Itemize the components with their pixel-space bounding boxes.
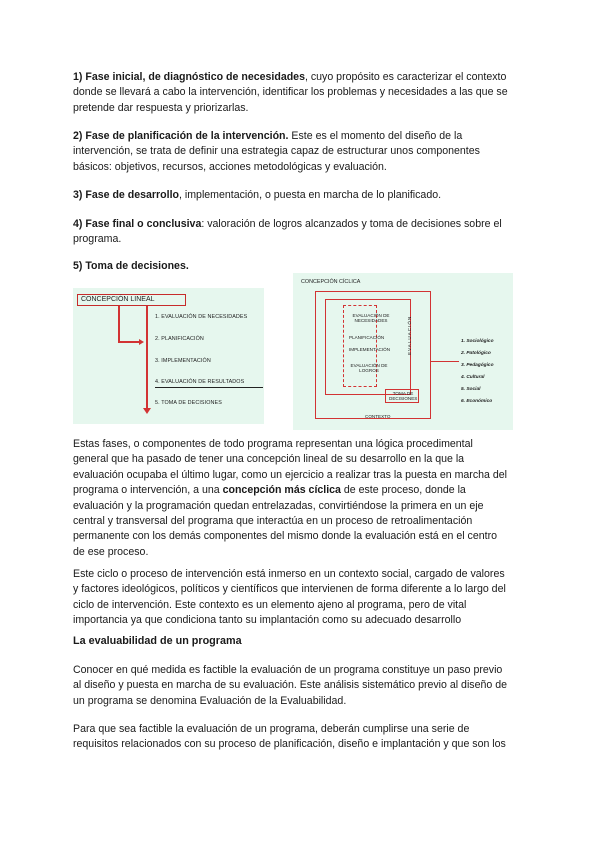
paragraph-text: y factores ideológicos, políticos y científicos que intervienen de forma diferente a lo largo del: [73, 583, 506, 596]
paragraph-text: al diseño y puesta en marcha de su evaluación. Este análisis sistemático previo al diseño de: [73, 679, 508, 692]
paragraph-text: central y transversal del programa que interactúa en un proceso de retroalimentación: [73, 515, 473, 528]
section-heading-evaluabilidad: [73, 634, 527, 649]
context-label: CONTEXTO: [365, 414, 391, 419]
paragraph-text: Este ciclo o proceso de intervención está inmerso en un contexto social, cargado de valores: [73, 568, 505, 580]
step-implementacion: 3. IMPLEMENTACIÓN: [155, 358, 211, 364]
toma-decisiones-label: TOMA DE DECISIONES: [389, 391, 418, 401]
fase-inicial-title: 1) Fase inicial, de diagnóstico de necesidades: [73, 71, 305, 83]
step-planificacion: 2. PLANIFICACIÓN: [155, 336, 204, 342]
underline: [155, 387, 263, 388]
paragraph-text: importancia ya que condiciona tanto su implantación como su adecuado desarrollo: [73, 614, 462, 627]
paragraph-text: de este proceso, donde la: [340, 484, 466, 497]
step-toma-decisiones: 5. TOMA DE DECISIONES: [155, 400, 222, 406]
paragraph-text: : valoración de logros alcanzados y toma de decisiones sobre el: [201, 218, 502, 230]
stage-evaluacion-necesidades: EVALUACIÓN DE NECESIDADES: [352, 313, 390, 323]
diagram-lineal-title: CONCEPCIÓN LINEAL: [77, 294, 186, 306]
paragraph-fase-planificacion: [73, 129, 527, 175]
arrow-line: [118, 306, 120, 342]
paragraph-text: Este es el momento del diseño de la: [288, 130, 463, 142]
paragraph-text: básicos: objetivos, recursos, acciones metodológicas y evaluación.: [73, 160, 387, 173]
diagram-concepcion-ciclica: [293, 273, 513, 430]
paragraph-text: intervención, se trata de definir una estrategia capaz de estructurar unos componentes: [73, 145, 480, 158]
stage-implementacion: IMPLEMENTACIÓN: [349, 347, 391, 352]
factor-economico: 6. Económico: [461, 399, 493, 404]
paragraph-fase-inicial: [73, 70, 527, 116]
paragraph-ciclo-contexto: [73, 567, 527, 629]
factor-sociologico: 1. Sociológico: [461, 339, 494, 344]
fase-final-title: 4) Fase final o conclusiva: [73, 218, 202, 230]
stage-evaluacion-logros: EVALUACIÓN DE LOGROS: [350, 363, 388, 373]
section-heading: La evaluabilidad de un programa: [73, 635, 242, 647]
paragraph-text: Estas fases, o componentes de todo programa representan una lógica procedimental: [73, 438, 473, 450]
paragraph-text: permanente con los demás componentes del mismo donde la evaluación está en el centro: [73, 530, 498, 543]
paragraph-text: programa o intervención, a una: [73, 484, 223, 497]
paragraph-text: un programa se denomina Evaluación de la Evaluabilidad.: [73, 694, 347, 707]
factor-cultural: 4. Cultural: [461, 375, 485, 380]
diagram-concepcion-lineal: [73, 288, 264, 424]
paragraph-requisitos: [73, 722, 527, 753]
arrow-head: [139, 339, 144, 345]
paragraph-fase-final: [73, 217, 527, 248]
fase-planificacion-title: 2) Fase de planificación de la intervención.: [73, 130, 289, 142]
arrow-line: [146, 306, 148, 410]
step-evaluacion-resultados: 4. EVALUACIÓN DE RESULTADOS: [155, 379, 245, 385]
paragraph-fases-logica: [73, 437, 527, 560]
side-evaluacion: EVALUACIÓN: [407, 315, 412, 355]
paragraph-text: general que ha pasado de tener una concepción lineal de su desarrollo en la que la: [73, 453, 465, 466]
paragraph-text: Para que sea factible la evaluación de un programa, deberán cumplirse una serie de: [73, 723, 470, 735]
paragraph-fase-desarrollo: [73, 188, 527, 203]
paragraph-text: evaluación ocupaba el último lugar, como un ejercicio a realizar tras la puesta en marcha del: [73, 468, 507, 481]
concepcion-ciclica-emphasis: concepción más cíclica: [222, 484, 341, 497]
paragraph-text: pretende dar respuesta y priorizarlas.: [73, 101, 249, 114]
paragraph-text: programa.: [73, 233, 122, 246]
toma-decisiones-title: 5) Toma de decisiones.: [73, 260, 189, 272]
paragraph-text: evaluación y la programación quedan entrelazadas, convirtiéndose la primera en un eje: [73, 499, 484, 512]
factor-pedagogico: 3. Pedagógico: [461, 363, 494, 368]
connector-line: [431, 361, 459, 362]
fase-desarrollo-title: 3) Fase de desarrollo: [73, 189, 179, 201]
paragraph-text: ciclo de intervención. Este contexto es un elemento ajeno al programa, pero de vital: [73, 598, 467, 611]
paragraph-text: requisitos relacionados con su proceso de planificación, diseño e implantación y que son los: [73, 738, 506, 751]
paragraph-text: Conocer en qué medida es factible la evaluación de un programa constituye un paso previo: [73, 664, 503, 676]
step-evaluacion-necesidades: 1. EVALUACIÓN DE NECESIDADES: [155, 314, 248, 320]
paragraph-text: donde se llevará a cabo la intervención, identificar los problemas y necesidades a las que se: [73, 86, 508, 99]
paragraph-evaluabilidad: [73, 663, 527, 709]
factor-social: 5. Social: [461, 387, 481, 392]
paragraph-text: , implementación, o puesta en marcha de lo planificado.: [178, 189, 442, 201]
arrow-line: [118, 341, 140, 343]
diagram-ciclica-title: CONCEPCIÓN CÍCLICA: [301, 279, 361, 285]
stage-planificacion: PLANIFICACIÓN: [349, 335, 385, 340]
factor-patologico: 2. Patológico: [461, 351, 491, 356]
paragraph-text: de ese proceso.: [73, 545, 149, 558]
arrow-head: [143, 408, 151, 414]
paragraph-text: , cuyo propósito es caracterizar el contexto: [304, 71, 507, 83]
